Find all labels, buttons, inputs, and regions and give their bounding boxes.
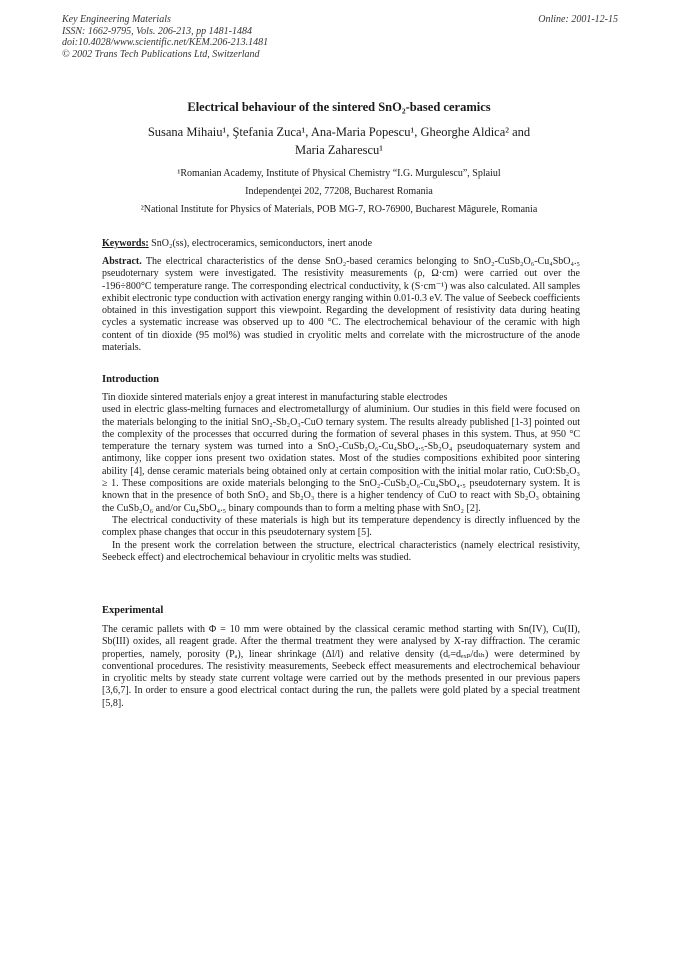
keywords [102, 238, 580, 250]
keywords-text: SnO₂(ss), electroceramics, semiconductors, inert anode [148, 238, 373, 249]
journal-name: Key Engineering Materials [62, 14, 171, 25]
introduction-body [102, 392, 580, 564]
authors-line-1: Susana Mihaiu¹, Ştefania Zuca¹, Ana-Maria Popescu¹, Gheorghe Aldica² and [147, 125, 531, 139]
introduction-heading: Introduction [102, 374, 159, 385]
experimental-body: The ceramic pallets with Φ = 10 mm were obtained by the classical ceramic method starting with Sn(IV), Cu(II), Sb(III) oxides, all reagent grade. After the thermal treatment they were analysed by X-ray diffraction. The ceramic properties, namely, porosity (Pₐ), linear shrinkage (Δl/l) and relative density (dᵣ=dₑₓₚ/dₜₕ) were determined by conventional procedures. The resistivity measurements, Seebeck effect measurements and electrochemical behaviour in cryolitic melts by steady state current voltage were carried out by the methods presented in our previous papers [3,6,7]. In order to ensure a good electrical contact during the run, the pallets were gold plated by a special treatment [5,8]. [102, 624, 580, 709]
title-block [60, 100, 618, 219]
page-header [62, 14, 618, 60]
authors-line-2: Maria Zaharescu¹ [294, 143, 384, 157]
copyright-line: © 2002 Trans Tech Publications Ltd, Switzerland [62, 48, 260, 60]
introduction-continuation: used in electric glass-melting furnaces and electrometallurgy of aluminium. Our studies in this field were focused on the materials belonging to the initial SnO₂-Sb₂O₃-CuO ternary system. The results already published [1-3] pointed out the complexity of the processes that occurred during the formation of several phases in this system. Thus, at 950 °C temperature the ternary system was turned into a SnO₂-CuSb₂O₆-Cu₄SbO₄.₅-Sb₂O₄ pseudoquaternary system and antimony, like copper ions present two oxidation states. Most of the studies compositions exhibited poor sintering ability [4], dense ceramic materials being obtained only at certain composition with the initial molar ratio, CuO:Sb₂O₃ ≥ 1. These compositions are oxide materials belonging to the SnO₂-CuSb₂O₆-Cu₄SbO₄.₅ pseudoternary system. It is known that in the presence of both SnO₂ and Sb₂O₃ there is a higher tendency of CuO to react with Sb₂O₃ obtaining the CuSb₂O₆ and/or Cu₄SbO₄.₅ binary compounds than to form a melting phase with SnO₂ [2]. [102, 404, 580, 514]
issn-line: ISSN: 1662-9795, Vols. 206-213, pp 1481-1484 [62, 25, 252, 37]
experimental-heading: Experimental [102, 605, 164, 616]
introduction-paragraph-3: In the present work the correlation between the structure, electrical characteristics (namely electrical resistivity, Seebeck effect) and electrochemical behaviour in cryolitic melts was studied. [102, 539, 580, 563]
introduction-paragraph-1 [102, 392, 580, 515]
affiliations [60, 165, 618, 219]
introduction-paragraph-2: The electrical conductivity of these materials is high but its temperature dependency is directly influenced by the complex phase changes that occur in this pseudoternary system [5]. [102, 514, 580, 539]
doi-line: doi:10.4028/www.scientific.net/KEM.206-213.1481 [62, 37, 269, 48]
affiliation-1-line-1: ¹Romanian Academy, Institute of Physical Chemistry “I.G. Murgulescu”, Splaiul [177, 168, 501, 179]
abstract [102, 256, 580, 354]
affiliation-2: ²National Institute for Physics of Materials, POB MG-7, RO-76900, Bucharest Măgurele, Romania [140, 204, 538, 215]
abstract-label: Abstract. [102, 256, 142, 267]
introduction-first-line: Tin dioxide sintered materials enjoy a great interest in manufacturing stable electrodes [102, 392, 448, 403]
abstract-text: The electrical characteristics of the dense SnO₂-based ceramics belonging to SnO₂-CuSb₂O₆-Cu₄SbO₄.₅ pseudoternary system were investigated. The resistivity measurements (ρ, Ω·cm) were carried out over the -196÷800°C temperature range. The corresponding electrical conductivity, k (S·cm⁻¹) was also calculated. All samples exhibit electronic type conduction with activation energy ranging within 0.01-0.3 eV. The value of Seebeck coefficients obtained in this investigation support this viewpoint. Regarding the development of resistivity data during heating cycles a systematic increase was observed up to 400 °C. The electrochemical behaviour of the ceramic with high content of tin dioxide (95 mol%) was studied in cryolitic melts and correlate with the microstructure of the anode materials. [102, 256, 581, 354]
online-date: Online: 2001-12-15 [538, 14, 618, 25]
paper-title: Electrical behaviour of the sintered SnO₂-based ceramics [187, 100, 491, 114]
keywords-label: Keywords: [102, 238, 149, 249]
affiliation-1-line-2: Independenţei 202, 77208, Bucharest Romania [245, 186, 433, 197]
